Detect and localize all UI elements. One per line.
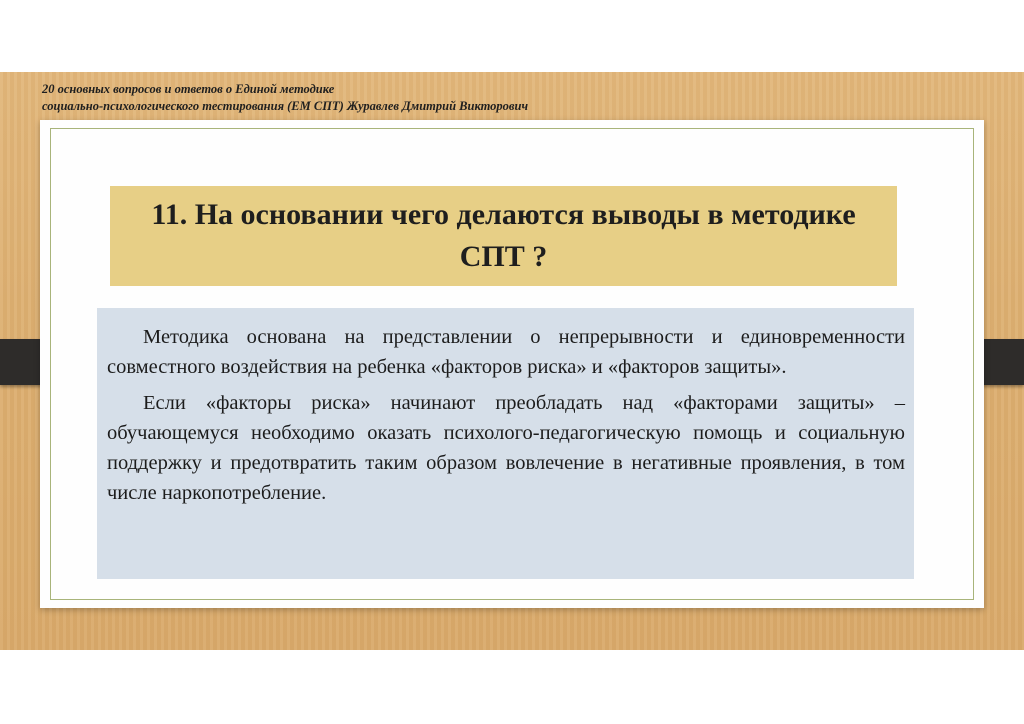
title-banner bbox=[110, 186, 897, 286]
body-paragraph-1: Методика основана на представлении о непрерывности и единовременности совместного воздействия на ребенка «факторов риска» и «факторов защиты». bbox=[107, 326, 905, 378]
body-text-box bbox=[97, 308, 914, 579]
slide-header bbox=[42, 81, 528, 115]
body-paragraph-2: Если «факторы риска» начинают преобладать над «факторами защиты» – обучающемуся необходимо оказать психолого-педагогическую помощь и социальную поддержку и предотвратить таким образом вовлечение в негативные проявления, в том числе наркопотребление. bbox=[107, 392, 905, 504]
slide-title: 11. На основании чего делаются выводы в методике СПТ ? bbox=[151, 198, 856, 273]
content-card bbox=[40, 120, 984, 608]
header-line-1: 20 основных вопросов и ответов о Единой методике bbox=[42, 82, 335, 96]
slide bbox=[0, 72, 1024, 650]
header-line-2: социально-психологического тестирования (ЕМ СПТ) Журавлев Дмитрий Викторович bbox=[42, 99, 529, 113]
